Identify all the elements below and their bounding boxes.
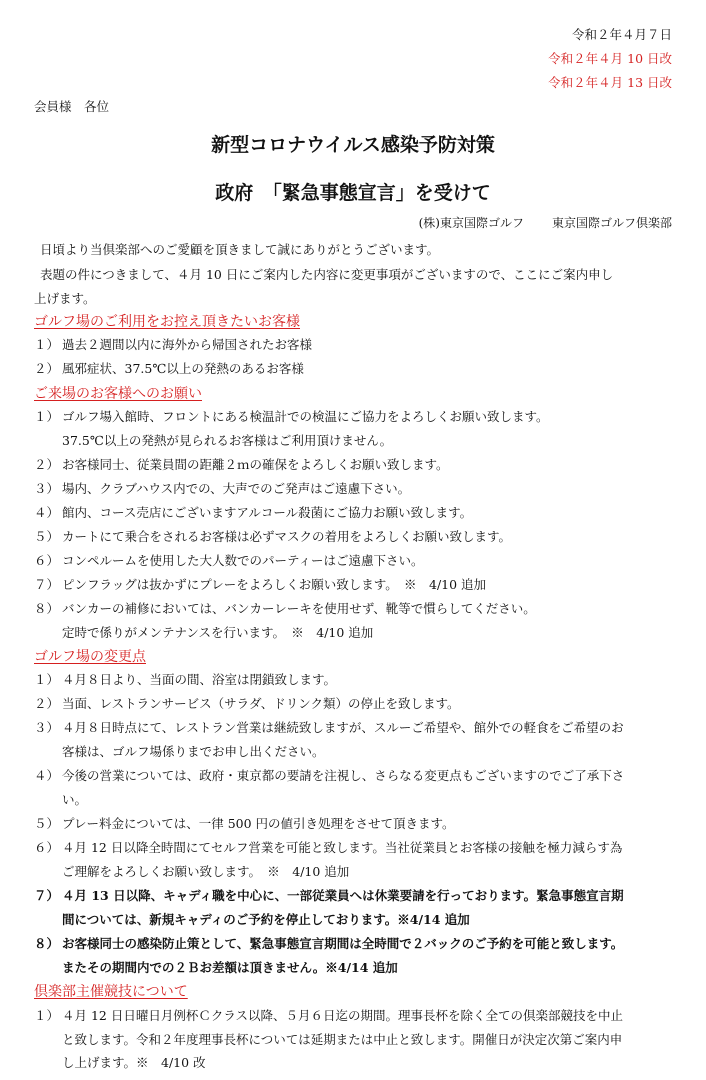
list-item-continuation: またその期間内での２Ｂお差額は頂きません。※4/14 追加 <box>62 960 398 975</box>
list-item: ３） ４月８日時点にて、レストラン営業は継続致しますが、スルーご希望や、館外での軽食をご希望のお <box>34 720 624 735</box>
section-heading-changes: ゴルフ場の変更点 <box>34 649 146 665</box>
intro-line: 上げます。 <box>34 291 96 306</box>
section-heading-requests: ご来場のお客様へのお願い <box>34 386 202 402</box>
list-item: ７） ピンフラッグは抜かずにプレーをよろしくお願い致します。 ※ 4/10 追加 <box>34 577 487 592</box>
section-heading-refrain: ゴルフ場のご利用をお控え頂きたいお客様 <box>34 314 300 330</box>
list-item: ２） お客様同士、従業員間の距離２ｍの確保をよろしくお願い致します。 <box>34 457 449 472</box>
list-item: ６） ４月 12 日以降全時間にてセルフ営業を可能と致します。当社従業員とお客様の接触を極力減らす為 <box>34 840 623 855</box>
intro-line: 日頃より当倶楽部へのご愛顧を頂きまして誠にありがとうございます。 <box>40 242 440 257</box>
list-item: ５） カートにて乗合をされるお客様は必ずマスクの着用をよろしくお願い致します。 <box>34 529 512 544</box>
document-title: 新型コロナウイルス感染予防対策 <box>211 134 495 156</box>
date-revision-2: 令和２年４月 13 日改 <box>548 75 672 90</box>
list-item: １） ４月 12 日日曜日月例杯Ｃクラス以降、５月６日迄の期間。理事長杯を除く全ての倶楽部競技を中止 <box>34 1008 623 1023</box>
recipient: 会員様 各位 <box>34 99 110 114</box>
list-item: ５） プレー料金については、一律 500 円の値引き処理をさせて頂きます。 <box>34 816 455 831</box>
list-item: ２） 当面、レストランサービス（サラダ、ドリンク類）の停止を致します。 <box>34 696 460 711</box>
list-item-continuation: い。 <box>62 792 88 807</box>
list-item-continuation: し上げます。※ 4/10 改 <box>62 1055 206 1070</box>
date-revision-1: 令和２年４月 10 日改 <box>548 51 672 66</box>
list-item: ４） 今後の営業については、政府・東京都の要請を注視し、さらなる変更点もございますのでご了承下さ <box>34 768 625 783</box>
section-heading-competitions: 倶楽部主催競技について <box>34 984 188 1000</box>
list-item: １） 過去２週間以内に海外から帰国されたお客様 <box>34 337 313 352</box>
date-original: 令和２年４月７日 <box>571 27 672 42</box>
list-item-continuation: 37.5℃以上の発熱が見られるお客様はご利用頂けません。 <box>62 433 393 448</box>
list-item: ８） お客様同士の感染防止策として、緊急事態宣言期間は全時間で２バックのご予約を可能と致します。 <box>34 936 624 951</box>
list-item-continuation: 客様は、ゴルフ場係りまでお申し出ください。 <box>62 744 325 759</box>
list-item: ２） 風邪症状、37.5℃以上の発熱のあるお客様 <box>34 361 304 376</box>
list-item-continuation: 間については、新規キャディのご予約を停止しております。※4/14 追加 <box>62 912 470 927</box>
list-item: １） ゴルフ場入館時、フロントにある検温計での検温にご協力をよろしくお願い致します。 <box>34 409 549 424</box>
intro-line: 表題の件につきまして、４月 10 日にご案内した内容に変更事項がございますので、ここにご案内申し <box>40 267 614 282</box>
list-item: ７） ４月 13 日以降、キャディ職を中心に、一部従業員へは休業要請を行っております。緊急事態宣言期 <box>34 888 624 903</box>
issuer-club: 東京国際ゴルフ倶楽部 <box>551 216 672 230</box>
list-item: ３） 場内、クラブハウス内での、大声でのご発声はご遠慮下さい。 <box>34 481 411 496</box>
document-subtitle: 政府 「緊急事態宣言」を受けて <box>215 182 491 204</box>
list-item: ６） コンペルームを使用した大人数でのパーティーはご遠慮下さい。 <box>34 553 424 568</box>
list-item: １） ４月８日より、当面の間、浴室は閉鎖致します。 <box>34 672 337 687</box>
list-item-continuation: 定時で係りがメンテナンスを行います。 ※ 4/10 追加 <box>62 625 374 640</box>
list-item: ４） 館内、コース売店にございますアルコール殺菌にご協力お願い致します。 <box>34 505 473 520</box>
list-item-continuation: ご理解をよろしくお願い致します。 ※ 4/10 追加 <box>62 864 350 879</box>
issuer-company: (株)東京国際ゴルフ <box>418 216 524 230</box>
issuer <box>419 214 672 231</box>
list-item: ８） バンカーの補修においては、バンカーレーキを使用せず、靴等で慣らしてください。 <box>34 601 536 616</box>
list-item-continuation: と致します。令和２年度理事長杯については延期または中止と致します。開催日が決定次第ご案内申 <box>62 1032 623 1047</box>
